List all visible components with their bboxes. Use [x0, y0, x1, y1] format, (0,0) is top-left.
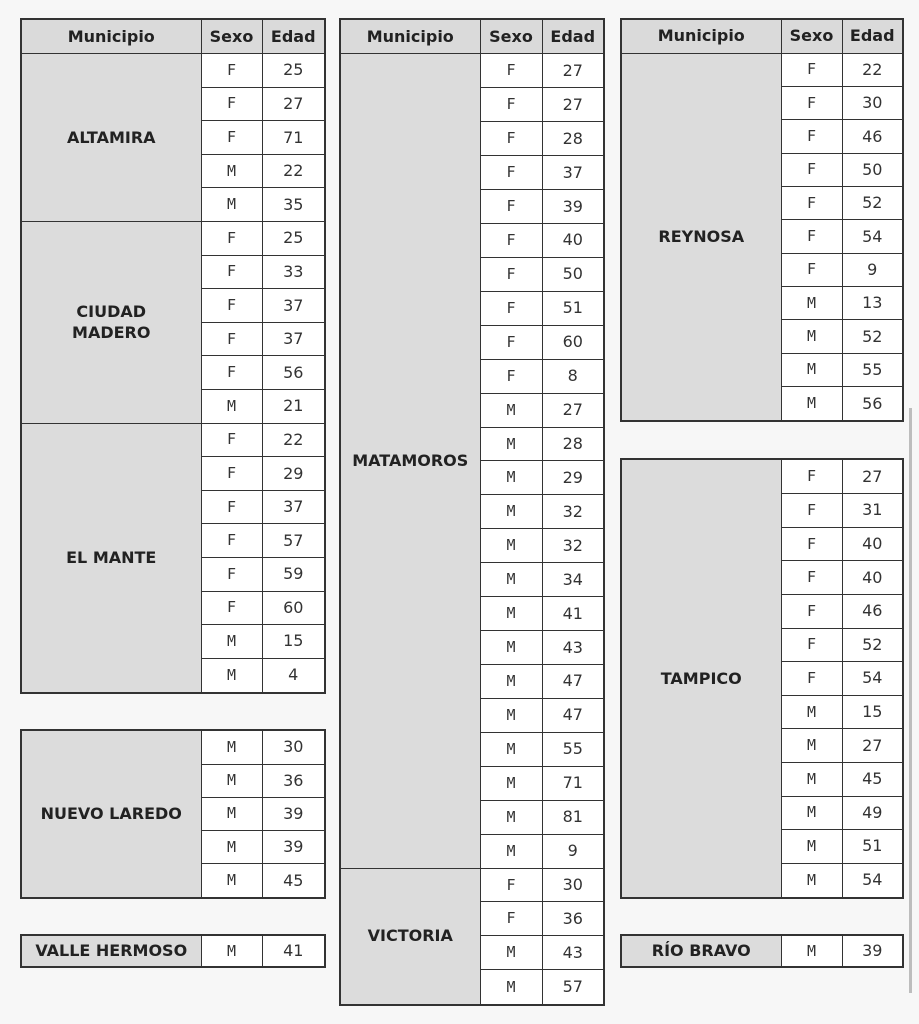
sexo-cell: M: [480, 665, 542, 699]
edad-cell: 37: [262, 289, 325, 323]
municipio-name: REYNOSA: [621, 53, 781, 421]
sexo-cell: F: [781, 220, 842, 253]
edad-cell: 47: [542, 665, 604, 699]
sexo-cell: F: [480, 156, 542, 190]
edad-cell: 54: [842, 220, 903, 253]
sexo-cell: M: [781, 729, 842, 763]
edad-cell: 21: [262, 390, 325, 424]
header-row: [621, 19, 903, 53]
table-row: [340, 868, 604, 902]
sexo-cell: F: [201, 524, 262, 558]
edad-cell: 31: [842, 494, 903, 528]
edad-cell: 51: [542, 291, 604, 325]
table-nuevo-laredo: [20, 729, 326, 899]
sexo-cell: M: [480, 495, 542, 529]
sexo-cell: M: [480, 393, 542, 427]
sexo-cell: F: [480, 257, 542, 291]
table-row: [21, 222, 325, 256]
edad-cell: 30: [542, 868, 604, 902]
sexo-cell: F: [781, 494, 842, 528]
edad-cell: 15: [842, 695, 903, 729]
edad-cell: 57: [262, 524, 325, 558]
sexo-cell: F: [781, 187, 842, 220]
header-edad: Edad: [842, 19, 903, 53]
table-row: [340, 54, 604, 88]
edad-cell: 25: [262, 222, 325, 256]
edad-cell: 45: [262, 864, 325, 898]
municipio-name: EL MANTE: [21, 423, 201, 693]
edad-cell: 56: [262, 356, 325, 390]
page-edge-line: [909, 408, 912, 993]
edad-cell: 52: [842, 187, 903, 220]
edad-cell: 13: [842, 287, 903, 320]
table-tampico: [620, 458, 904, 899]
sexo-cell: M: [781, 863, 842, 898]
edad-cell: 37: [262, 322, 325, 356]
edad-cell: 8: [542, 359, 604, 393]
sexo-cell: F: [201, 591, 262, 625]
sexo-cell: M: [201, 935, 262, 967]
municipio-name: MATAMOROS: [340, 54, 480, 868]
edad-cell: 30: [842, 87, 903, 120]
sexo-cell: M: [201, 625, 262, 659]
sexo-cell: M: [201, 764, 262, 797]
sexo-cell: F: [201, 423, 262, 457]
sexo-cell: M: [201, 390, 262, 424]
sexo-cell: M: [480, 970, 542, 1005]
edad-cell: 22: [262, 423, 325, 457]
edad-cell: 56: [842, 387, 903, 421]
municipio-name: ALTAMIRA: [21, 54, 201, 222]
sexo-cell: M: [781, 695, 842, 729]
edad-cell: 57: [542, 970, 604, 1005]
sexo-cell: M: [480, 800, 542, 834]
edad-cell: 25: [262, 54, 325, 88]
sexo-cell: F: [781, 153, 842, 186]
sexo-cell: M: [781, 353, 842, 386]
edad-cell: 52: [842, 628, 903, 662]
sexo-cell: M: [201, 188, 262, 222]
edad-cell: 39: [262, 797, 325, 830]
table-row: [21, 935, 325, 967]
edad-cell: 27: [542, 54, 604, 88]
edad-cell: 60: [262, 591, 325, 625]
table-matamoros-victoria: [339, 18, 605, 1006]
sexo-cell: F: [781, 459, 842, 494]
edad-cell: 27: [842, 729, 903, 763]
sexo-cell: F: [201, 87, 262, 121]
edad-cell: 46: [842, 120, 903, 153]
edad-cell: 71: [262, 121, 325, 155]
edad-cell: 29: [262, 457, 325, 491]
edad-cell: 32: [542, 529, 604, 563]
header-sexo: Sexo: [781, 19, 842, 53]
edad-cell: 35: [262, 188, 325, 222]
edad-cell: 27: [542, 88, 604, 122]
edad-cell: 39: [542, 190, 604, 224]
sexo-cell: M: [480, 698, 542, 732]
sexo-cell: M: [201, 658, 262, 693]
header-row: [21, 19, 325, 54]
municipio-name: VALLE HERMOSO: [21, 935, 201, 967]
edad-cell: 37: [542, 156, 604, 190]
municipio-name: TAMPICO: [621, 459, 781, 898]
sexo-cell: F: [201, 457, 262, 491]
edad-cell: 50: [542, 257, 604, 291]
sexo-cell: M: [480, 834, 542, 868]
edad-cell: 27: [262, 87, 325, 121]
sexo-cell: F: [480, 54, 542, 88]
sexo-cell: F: [480, 359, 542, 393]
edad-cell: 51: [842, 830, 903, 864]
table-row: [21, 54, 325, 88]
edad-cell: 39: [842, 935, 903, 967]
sexo-cell: M: [201, 831, 262, 864]
header-sexo: Sexo: [201, 19, 262, 54]
header-edad: Edad: [262, 19, 325, 54]
header-row: [340, 19, 604, 54]
sexo-cell: F: [480, 88, 542, 122]
edad-cell: 37: [262, 490, 325, 524]
edad-cell: 36: [262, 764, 325, 797]
sexo-cell: M: [480, 597, 542, 631]
edad-cell: 9: [542, 834, 604, 868]
edad-cell: 81: [542, 800, 604, 834]
table-row: [621, 935, 903, 967]
municipio-name: RÍO BRAVO: [621, 935, 781, 967]
edad-cell: 29: [542, 461, 604, 495]
edad-cell: 4: [262, 658, 325, 693]
edad-cell: 43: [542, 631, 604, 665]
sexo-cell: F: [781, 662, 842, 696]
sexo-cell: F: [201, 490, 262, 524]
sexo-cell: F: [781, 527, 842, 561]
sexo-cell: F: [480, 325, 542, 359]
edad-cell: 40: [542, 224, 604, 258]
sexo-cell: M: [480, 631, 542, 665]
sexo-cell: F: [201, 255, 262, 289]
edad-cell: 45: [842, 762, 903, 796]
header-municipio: Municipio: [21, 19, 201, 54]
table-reynosa: [620, 18, 904, 422]
edad-cell: 28: [542, 122, 604, 156]
edad-cell: 34: [542, 563, 604, 597]
sexo-cell: F: [201, 121, 262, 155]
edad-cell: 43: [542, 936, 604, 970]
edad-cell: 27: [542, 393, 604, 427]
sexo-cell: F: [480, 224, 542, 258]
edad-cell: 27: [842, 459, 903, 494]
municipio-name: NUEVO LAREDO: [21, 730, 201, 898]
sexo-cell: M: [781, 830, 842, 864]
header-municipio: Municipio: [621, 19, 781, 53]
sexo-cell: F: [201, 322, 262, 356]
sexo-cell: F: [781, 253, 842, 286]
sexo-cell: F: [781, 594, 842, 628]
sexo-cell: M: [781, 320, 842, 353]
sexo-cell: F: [480, 868, 542, 902]
edad-cell: 54: [842, 863, 903, 898]
sexo-cell: F: [781, 120, 842, 153]
table-altamira-madero-mante: [20, 18, 326, 694]
edad-cell: 40: [842, 527, 903, 561]
sexo-cell: M: [480, 766, 542, 800]
sexo-cell: M: [781, 935, 842, 967]
table-valle-hermoso: [20, 934, 326, 968]
edad-cell: 60: [542, 325, 604, 359]
table-row: [21, 423, 325, 457]
edad-cell: 54: [842, 662, 903, 696]
sexo-cell: F: [201, 289, 262, 323]
sexo-cell: M: [781, 287, 842, 320]
edad-cell: 33: [262, 255, 325, 289]
sexo-cell: M: [480, 732, 542, 766]
edad-cell: 9: [842, 253, 903, 286]
edad-cell: 59: [262, 557, 325, 591]
sexo-cell: M: [781, 387, 842, 421]
sexo-cell: M: [480, 461, 542, 495]
edad-cell: 40: [842, 561, 903, 595]
table-rio-bravo: [620, 934, 904, 968]
edad-cell: 22: [842, 53, 903, 86]
edad-cell: 41: [542, 597, 604, 631]
edad-cell: 49: [842, 796, 903, 830]
edad-cell: 46: [842, 594, 903, 628]
edad-cell: 30: [262, 730, 325, 764]
sexo-cell: M: [781, 762, 842, 796]
sexo-cell: F: [201, 557, 262, 591]
edad-cell: 52: [842, 320, 903, 353]
table-row: [621, 459, 903, 494]
sexo-cell: F: [781, 87, 842, 120]
edad-cell: 28: [542, 427, 604, 461]
edad-cell: 50: [842, 153, 903, 186]
sexo-cell: M: [201, 154, 262, 188]
sexo-cell: F: [480, 122, 542, 156]
edad-cell: 22: [262, 154, 325, 188]
header-edad: Edad: [542, 19, 604, 54]
edad-cell: 41: [262, 935, 325, 967]
sexo-cell: F: [781, 561, 842, 595]
edad-cell: 55: [542, 732, 604, 766]
edad-cell: 55: [842, 353, 903, 386]
municipio-name: VICTORIA: [340, 868, 480, 1005]
sexo-cell: F: [201, 54, 262, 88]
edad-cell: 32: [542, 495, 604, 529]
sexo-cell: M: [480, 563, 542, 597]
edad-cell: 47: [542, 698, 604, 732]
table-row: [21, 730, 325, 764]
edad-cell: 15: [262, 625, 325, 659]
edad-cell: 39: [262, 831, 325, 864]
sexo-cell: F: [480, 291, 542, 325]
municipio-name: CIUDAD MADERO: [21, 222, 201, 424]
sexo-cell: F: [480, 190, 542, 224]
edad-cell: 36: [542, 902, 604, 936]
sexo-cell: F: [781, 53, 842, 86]
edad-cell: 71: [542, 766, 604, 800]
header-sexo: Sexo: [480, 19, 542, 54]
sexo-cell: M: [480, 936, 542, 970]
sexo-cell: F: [480, 902, 542, 936]
sexo-cell: M: [781, 796, 842, 830]
sexo-cell: M: [201, 864, 262, 898]
sexo-cell: M: [201, 797, 262, 830]
sexo-cell: M: [480, 529, 542, 563]
sexo-cell: F: [201, 356, 262, 390]
sexo-cell: F: [201, 222, 262, 256]
sexo-cell: M: [480, 427, 542, 461]
sexo-cell: F: [781, 628, 842, 662]
sexo-cell: M: [201, 730, 262, 764]
header-municipio: Municipio: [340, 19, 480, 54]
table-row: [621, 53, 903, 86]
